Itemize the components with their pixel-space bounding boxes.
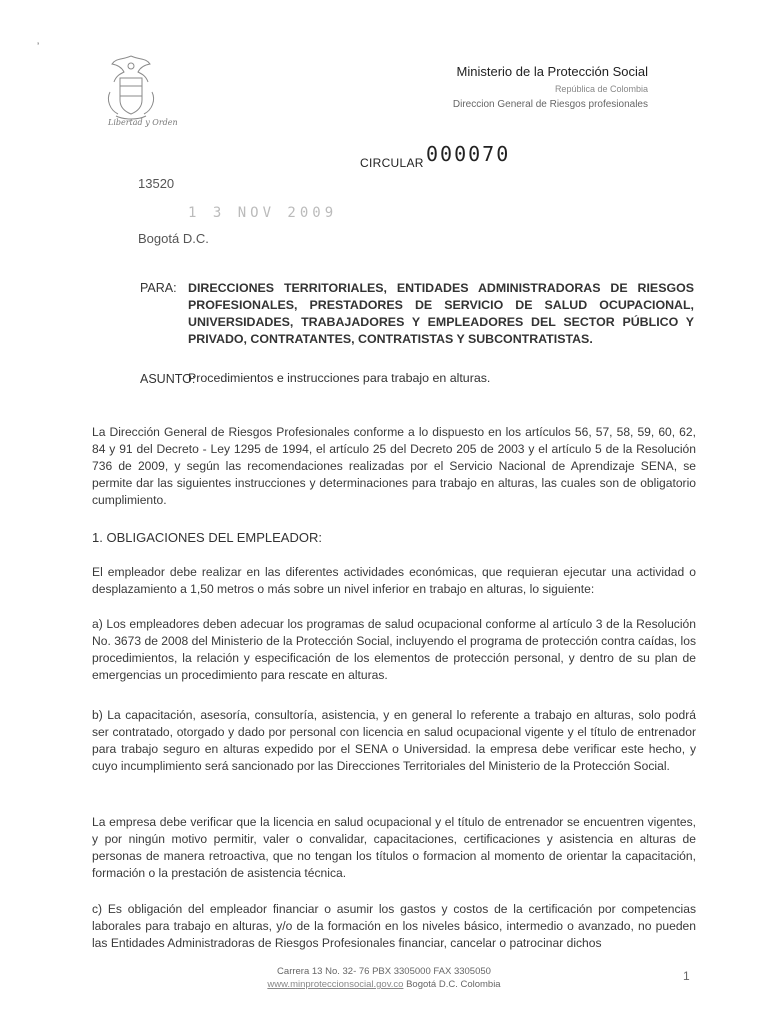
circular-number: 000070 (426, 142, 511, 166)
para-recipients: DIRECCIONES TERRITORIALES, ENTIDADES ADMINISTRADORAS DE RIESGOS PROFESIONALES, PRESTADORES DE SERVICIO DE SALUD OCUPACIONAL, UNIVERSIDADES, TRABAJADORES Y EMPLEADORES DEL SECTOR PÚBLICO Y PRIVADO, CONTRATANTES, CONTRATISTAS Y SUBCONTRATISTAS. (188, 281, 694, 346)
asunto-text: Procedimientos e instrucciones para trabajo en alturas. (188, 371, 491, 385)
footer-city: Bogotá D.C. Colombia (406, 979, 501, 990)
scan-mark: ʼ (37, 42, 40, 53)
circular-label: CIRCULAR (360, 156, 424, 170)
republic-subtitle: República de Colombia (554, 84, 648, 94)
footer-contact (0, 979, 768, 990)
footer-url-link[interactable]: www.minproteccionsocial.gov.co (267, 979, 404, 990)
asunto-label: ASUNTO: (140, 372, 196, 386)
section-title: 1. OBLIGACIONES DEL EMPLEADOR: (92, 530, 322, 545)
motto-text: Libertad y Orden (108, 118, 178, 127)
direction-subtitle: Direccion General de Riesgos profesionales (452, 99, 648, 110)
para-label: PARA: (140, 281, 177, 295)
reference-number: 13520 (138, 176, 175, 191)
item-a-paragraph: a) Los empleadores deben adecuar los programas de salud ocupacional conforme al artículo 3 de la Resolución No. 3673 de 2008 del Ministerio de la Protección Social, incluyendo el programa de protección contra caídas, los procedimientos, la relación y especificación de los elementos de protección personal, y dentro de su plan de emergencias un procedimiento para rescate en alturas. (92, 617, 696, 682)
item-c-paragraph: c) Es obligación del empleador financiar o asumir los gastos y costos de la certificación por competencias laborales para trabajo en alturas, y/o de la formación en los niveles básico, intermedio o avanzado, no pueden las Entidades Administradoras de Riesgos Profesionales financiar, cancelar o patrocinar dichos (92, 902, 696, 950)
item-b-paragraph: b) La capacitación, asesoría, consultoría, asistencia, y en general lo referente a trabajo en alturas, solo podrá ser contratado, otorgado y dado por personal con licencia en salud ocupacional vigente y el título de entrenador para trabajo seguro en alturas expedido por el SENA o Universidad. la empresa debe verificar este hecho, y cuyo incumplimiento será sancionado por las Direcciones Territoriales del Ministerio de la Protección Social. (92, 708, 696, 773)
footer-address: Carrera 13 No. 32- 76 PBX 3305000 FAX 3305050 (277, 966, 491, 977)
employer-paragraph: El empleador debe realizar en las diferentes actividades económicas, que requieran ejecutar una actividad o desplazamiento a 1,50 metros o más sobre un nivel inferior en trabajo en alturas, lo siguiente: (92, 565, 696, 596)
verification-paragraph: La empresa debe verificar que la licencia en salud ocupacional y el título de entrenador se encuentren vigentes, y por ningún motivo permitir, valer o convalidar, capacitaciones, certificaciones y asistencia en alturas de personas de manera retroactiva, que no tengan los títulos o formacion al momento de orientar la capacitación, formación o la prestación de asistencia técnica. (92, 815, 696, 880)
date-stamp: 1 3 NOV 2009 (188, 205, 338, 221)
ministry-title: Ministerio de la Protección Social (456, 64, 648, 79)
intro-paragraph: La Dirección General de Riesgos Profesionales conforme a lo dispuesto en los artículos 56, 57, 58, 59, 60, 62, 84 y 91 del Decreto - Ley 1295 de 1994, el artículo 25 del Decreto 205 de 2003 y el artículo 5 de la Resolución 736 de 2009, y según las recomendaciones realizadas por el Servicio Nacional de Aprendizaje SENA, se permite dar las siguientes instrucciones y determinaciones para trabajo en alturas, las cuales son de obligatorio cumplimiento. (92, 425, 696, 507)
city-line: Bogotá D.C. (138, 231, 209, 246)
page-number: 1 (683, 969, 690, 983)
